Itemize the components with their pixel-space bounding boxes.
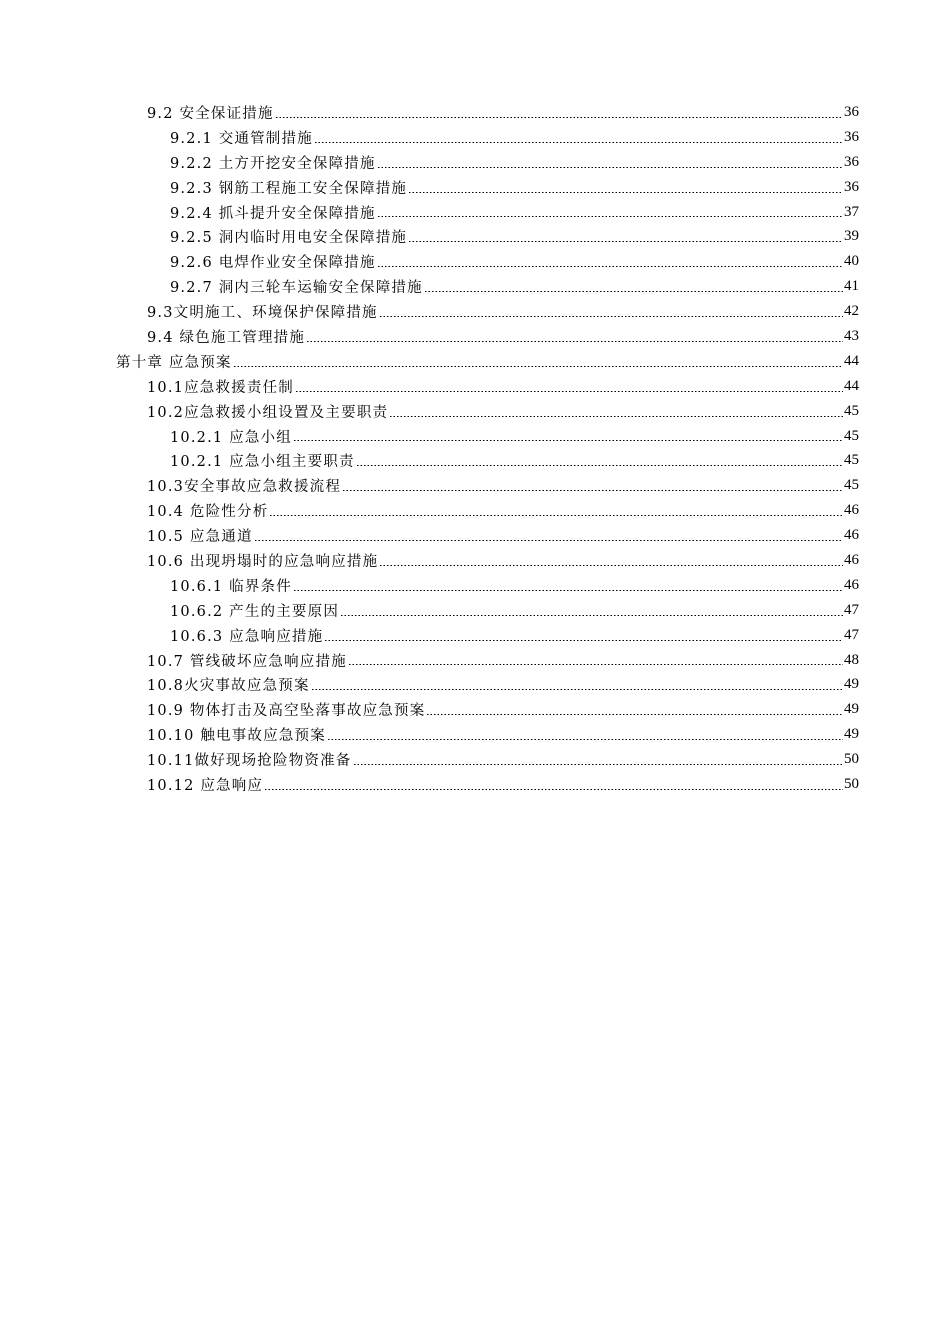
toc-entry[interactable] <box>0 299 950 324</box>
toc-entry-title: 10.2应急救援小组设置及主要职责 <box>147 404 389 421</box>
toc-entry-page-number: 44 <box>844 352 859 369</box>
toc-dot-leader <box>348 664 843 665</box>
toc-entry[interactable] <box>0 498 950 523</box>
toc-entry-page-number: 45 <box>844 452 859 469</box>
toc-entry[interactable] <box>0 573 950 598</box>
toc-entry-page-number: 47 <box>844 601 859 618</box>
toc-dot-leader <box>324 640 843 641</box>
toc-entry-title: 10.5 应急通道 <box>147 529 253 546</box>
toc-dot-leader <box>264 789 843 790</box>
toc-entry[interactable] <box>0 672 950 697</box>
toc-entry[interactable] <box>0 100 950 125</box>
toc-entry-page-number: 49 <box>844 726 859 743</box>
toc-dot-leader <box>379 316 843 317</box>
toc-entry-page-number: 50 <box>844 775 859 792</box>
toc-entry-title: 9.4 绿色施工管理措施 <box>147 329 306 346</box>
toc-entry-title: 10.12 应急响应 <box>147 777 264 794</box>
toc-entry[interactable] <box>0 399 950 424</box>
toc-entry[interactable] <box>0 448 950 473</box>
toc-entry-page-number: 40 <box>844 253 859 270</box>
toc-entry[interactable] <box>0 125 950 150</box>
toc-entry-page-number: 36 <box>844 128 859 145</box>
toc-entry[interactable] <box>0 648 950 673</box>
toc-dot-leader <box>293 590 843 591</box>
toc-dot-leader <box>275 117 843 118</box>
toc-dot-leader <box>424 291 843 292</box>
toc-entry-page-number: 46 <box>844 527 859 544</box>
toc-dot-leader <box>426 714 843 715</box>
toc-entry[interactable] <box>0 548 950 573</box>
toc-entry-title: 10.6.1 临界条件 <box>170 578 292 595</box>
toc-entry-page-number: 44 <box>844 377 859 394</box>
toc-entry[interactable] <box>0 349 950 374</box>
toc-entry-page-number: 49 <box>844 701 859 718</box>
toc-entry[interactable] <box>0 598 950 623</box>
toc-entry-title: 10.2.1 应急小组主要职责 <box>170 454 355 471</box>
toc-entry-title: 9.2 安全保证措施 <box>147 105 274 122</box>
toc-entry-page-number: 41 <box>844 278 859 295</box>
toc-dot-leader <box>293 440 843 441</box>
toc-entry[interactable] <box>0 473 950 498</box>
toc-entry-title: 10.6.2 产生的主要原因 <box>170 603 340 620</box>
toc-entry[interactable] <box>0 224 950 249</box>
toc-entry[interactable] <box>0 175 950 200</box>
toc-dot-leader <box>408 192 843 193</box>
toc-dot-leader <box>377 266 843 267</box>
toc-entry-title: 10.9 物体打击及高空坠落事故应急预案 <box>147 703 426 720</box>
toc-entry-title: 10.6.3 应急响应措施 <box>170 628 324 645</box>
toc-dot-leader <box>254 540 843 541</box>
toc-entry[interactable] <box>0 424 950 449</box>
toc-entry-title: 10.7 管线破坏应急响应措施 <box>147 653 347 670</box>
toc-entry-title: 10.3安全事故应急救援流程 <box>147 479 342 496</box>
toc-entry-title: 10.8火灾事故应急预案 <box>147 678 310 695</box>
toc-entry-page-number: 45 <box>844 477 859 494</box>
toc-entry-page-number: 46 <box>844 502 859 519</box>
toc-entry[interactable] <box>0 200 950 225</box>
toc-entry-page-number: 46 <box>844 576 859 593</box>
toc-entry-title: 9.2.3 钢筋工程施工安全保障措施 <box>170 180 408 197</box>
toc-dot-leader <box>314 142 843 143</box>
toc-entry-title: 9.2.4 抓斗提升安全保障措施 <box>170 205 376 222</box>
toc-entry-page-number: 47 <box>844 626 859 643</box>
toc-dot-leader <box>311 689 843 690</box>
toc-entry-page-number: 36 <box>844 153 859 170</box>
toc-dot-leader <box>327 739 843 740</box>
table-of-contents <box>0 100 950 797</box>
toc-entry-page-number: 39 <box>844 228 859 245</box>
toc-entry[interactable] <box>0 249 950 274</box>
toc-entry-title: 9.2.1 交通管制措施 <box>170 130 313 147</box>
toc-entry-page-number: 36 <box>844 178 859 195</box>
toc-entry[interactable] <box>0 324 950 349</box>
toc-dot-leader <box>340 615 843 616</box>
toc-entry-title: 10.1应急救援责任制 <box>147 379 294 396</box>
toc-dot-leader <box>342 490 843 491</box>
toc-entry-title: 第十章 应急预案 <box>116 354 232 371</box>
toc-entry-title: 10.2.1 应急小组 <box>170 429 292 446</box>
toc-entry-page-number: 36 <box>844 103 859 120</box>
toc-entry-page-number: 46 <box>844 551 859 568</box>
toc-entry-title: 10.6 出现坍塌时的应急响应措施 <box>147 553 379 570</box>
toc-entry-title: 9.2.5 洞内临时用电安全保障措施 <box>170 230 408 247</box>
toc-entry[interactable] <box>0 697 950 722</box>
toc-dot-leader <box>379 565 843 566</box>
toc-entry[interactable] <box>0 150 950 175</box>
toc-entry-page-number: 37 <box>844 203 859 220</box>
toc-entry-page-number: 43 <box>844 327 859 344</box>
toc-entry[interactable] <box>0 722 950 747</box>
toc-dot-leader <box>233 366 843 367</box>
toc-entry-title: 9.2.2 土方开挖安全保障措施 <box>170 155 376 172</box>
toc-entry[interactable] <box>0 523 950 548</box>
toc-entry[interactable] <box>0 374 950 399</box>
toc-entry[interactable] <box>0 623 950 648</box>
toc-entry-title: 10.4 危险性分析 <box>147 504 269 521</box>
toc-dot-leader <box>377 216 843 217</box>
toc-entry-title: 9.2.6 电焊作业安全保障措施 <box>170 255 376 272</box>
toc-dot-leader <box>295 391 843 392</box>
toc-dot-leader <box>269 515 843 516</box>
toc-entry-page-number: 45 <box>844 427 859 444</box>
toc-entry-page-number: 48 <box>844 651 859 668</box>
toc-entry-page-number: 45 <box>844 402 859 419</box>
toc-entry-page-number: 49 <box>844 676 859 693</box>
toc-dot-leader <box>389 416 843 417</box>
toc-entry-page-number: 50 <box>844 751 859 768</box>
toc-entry-title: 10.11做好现场抢险物资准备 <box>147 753 352 770</box>
toc-dot-leader <box>408 241 843 242</box>
toc-dot-leader <box>356 465 843 466</box>
toc-entry-title: 9.2.7 洞内三轮车运输安全保障措施 <box>170 280 423 297</box>
toc-entry[interactable] <box>0 747 950 772</box>
toc-entry-title: 9.3文明施工、环境保护保障措施 <box>147 305 378 322</box>
toc-dot-leader <box>306 341 843 342</box>
toc-entry-title: 10.10 触电事故应急预案 <box>147 728 326 745</box>
toc-dot-leader <box>353 764 843 765</box>
toc-entry-page-number: 42 <box>844 303 859 320</box>
toc-dot-leader <box>377 167 843 168</box>
toc-entry[interactable] <box>0 772 950 797</box>
toc-entry[interactable] <box>0 274 950 299</box>
